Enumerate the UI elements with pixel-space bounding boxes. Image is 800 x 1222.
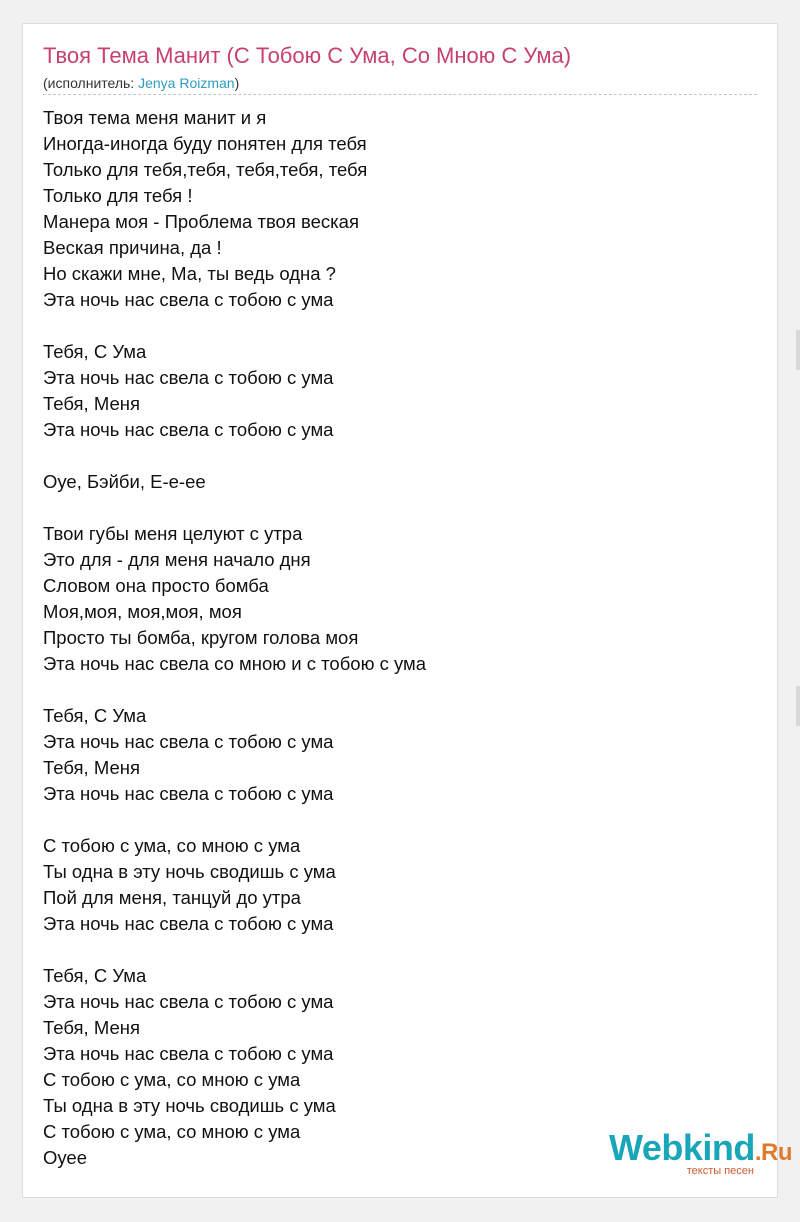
lyric-line: Только для тебя,тебя, тебя,тебя, тебя <box>43 159 368 180</box>
lyrics-card <box>22 23 778 1198</box>
artist-suffix: ) <box>234 75 240 91</box>
webkind-logo[interactable] <box>608 1127 792 1177</box>
lyric-line: Веская причина, да ! <box>43 237 222 258</box>
lyric-line: Тебя, Меня <box>43 757 140 778</box>
lyric-line: Эта ночь нас свела с тобою с ума <box>43 289 334 310</box>
lyric-line: Только для тебя ! <box>43 185 193 206</box>
lyric-line: С тобою с ума, со мною с ума <box>43 1069 301 1090</box>
title-divider <box>43 94 757 95</box>
stanza-break <box>43 443 426 469</box>
lyric-line: Моя,моя, моя,моя, моя <box>43 601 242 622</box>
lyric-line: С тобою с ума, со мною с ума <box>43 835 301 856</box>
lyric-line: Твоя тема меня манит и я <box>43 107 267 128</box>
artist-prefix: (исполнитель: <box>43 75 139 91</box>
lyrics-body <box>43 105 426 1171</box>
stanza-break <box>43 495 426 521</box>
lyric-line: Эта ночь нас свела с тобою с ума <box>43 913 334 934</box>
lyric-line: Тебя, С Ума <box>43 705 147 726</box>
stanza-break <box>43 937 426 963</box>
stanza-break <box>43 677 426 703</box>
scrollbar-thumb-secondary[interactable] <box>796 686 800 726</box>
lyric-line: С тобою с ума, со мною с ума <box>43 1121 301 1142</box>
lyric-line: Оуе, Бэйби, Е-е-ее <box>43 471 206 492</box>
lyric-line: Эта ночь нас свела с тобою с ума <box>43 731 334 752</box>
lyric-line: Тебя, С Ума <box>43 341 147 362</box>
lyric-line: Оуее <box>43 1147 88 1168</box>
lyric-line: Эта ночь нас свела со мною и с тобою с ума <box>43 653 427 674</box>
song-title: Твоя Тема Манит (С Тобою С Ума, Со Мною С Ума) <box>43 43 572 68</box>
lyric-line: Эта ночь нас свела с тобою с ума <box>43 991 334 1012</box>
logo-main-text: Webkind <box>608 1127 755 1168</box>
lyric-line: Но скажи мне, Ма, ты ведь одна ? <box>43 263 336 284</box>
scrollbar-thumb[interactable] <box>796 330 800 370</box>
lyric-line: Ты одна в эту ночь сводишь с ума <box>43 861 336 882</box>
stanza-break <box>43 313 426 339</box>
lyric-line: Это для - для меня начало дня <box>43 549 311 570</box>
lyric-line: Тебя, С Ума <box>43 965 147 986</box>
lyric-line: Эта ночь нас свела с тобою с ума <box>43 783 334 804</box>
lyric-line: Твои губы меня целуют с утра <box>43 523 303 544</box>
lyric-line: Тебя, Меня <box>43 1017 140 1038</box>
lyric-line: Пой для меня, танцуй до утра <box>43 887 301 908</box>
logo-tagline: тексты песен <box>686 1165 754 1177</box>
lyric-line: Тебя, Меня <box>43 393 140 414</box>
artist-line <box>43 75 239 91</box>
lyric-line: Эта ночь нас свела с тобою с ума <box>43 367 334 388</box>
lyric-line: Эта ночь нас свела с тобою с ума <box>43 1043 334 1064</box>
stanza-break <box>43 807 426 833</box>
lyric-line: Словом она просто бомба <box>43 575 269 596</box>
lyric-line: Иногда-иногда буду понятен для тебя <box>43 133 367 154</box>
lyric-line: Просто ты бомба, кругом голова моя <box>43 627 359 648</box>
logo-tld: .Ru <box>754 1139 792 1166</box>
lyric-line: Ты одна в эту ночь сводишь с ума <box>43 1095 336 1116</box>
lyric-line: Эта ночь нас свела с тобою с ума <box>43 419 334 440</box>
lyric-line: Манера моя - Проблема твоя веская <box>43 211 359 232</box>
artist-link[interactable]: Jenya Roizman <box>138 75 235 91</box>
